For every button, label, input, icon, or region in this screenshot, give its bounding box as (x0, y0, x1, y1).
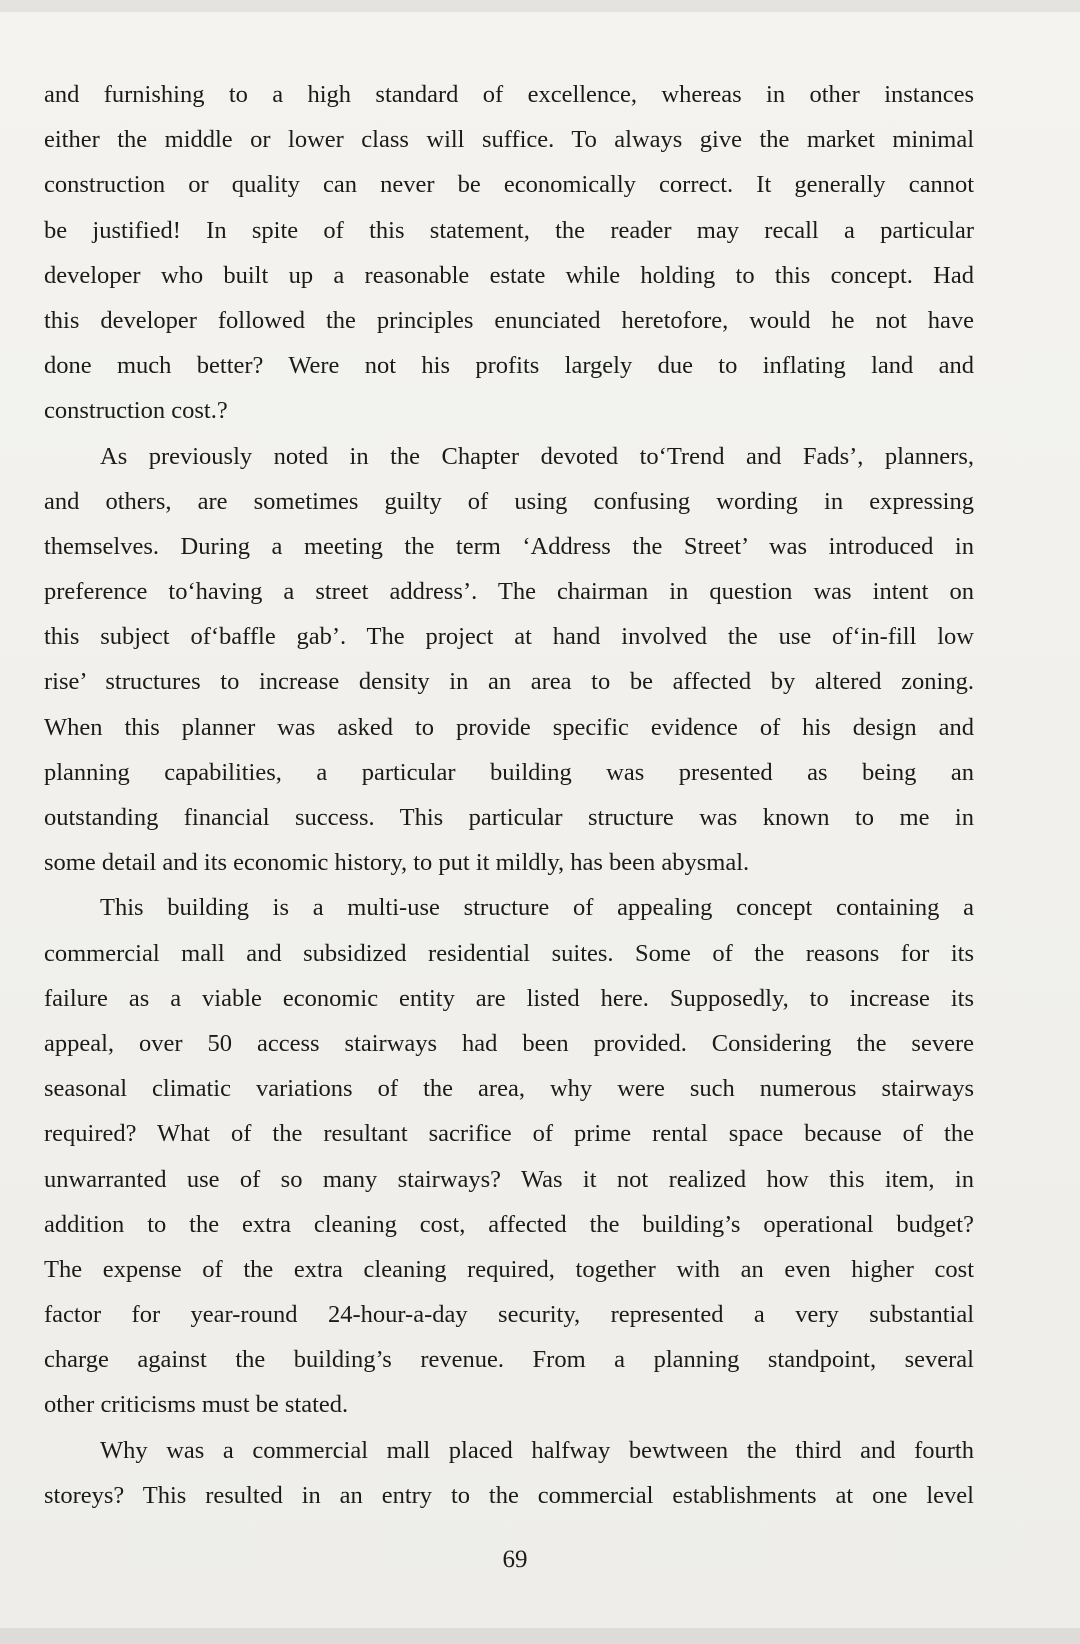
text-line: be justified! In spite of this statement, the reader may recall a particular (44, 216, 974, 244)
text-line: this subject of‘baffle gab’. The project at hand involved the use of‘in-fill low (44, 623, 974, 651)
text-line: addition to the extra cleaning cost, affected the building’s operational budget? (44, 1210, 974, 1238)
body-text (44, 72, 974, 1518)
paragraph-first-line: As previously noted in the Chapter devoted to‘Trend and Fads’, planners, (100, 442, 974, 470)
text-line: charge against the building’s revenue. From a planning standpoint, several (44, 1346, 974, 1374)
page-number: 69 (502, 1546, 528, 1573)
text-line: storeys? This resulted in an entry to the commercial establishments at one level (44, 1481, 974, 1509)
text-line: developer who built up a reasonable estate while holding to this concept. Had (44, 261, 974, 289)
text-line: themselves. During a meeting the term ‘Address the Street’ was introduced in (44, 532, 974, 560)
paragraph-first-line: This building is a multi-use structure of appealing concept containing a (100, 894, 974, 922)
text-line: The expense of the extra cleaning required, together with an even higher cost (44, 1255, 974, 1283)
text-line: failure as a viable economic entity are listed here. Supposedly, to increase its (44, 984, 974, 1012)
text-line: appeal, over 50 access stairways had been provided. Considering the severe (44, 1029, 974, 1057)
text-line: seasonal climatic variations of the area, why were such numerous stairways (44, 1075, 974, 1103)
page-top-edge (0, 0, 1080, 12)
text-line: construction or quality can never be economically correct. It generally cannot (44, 171, 974, 199)
text-line: construction cost.? (44, 397, 228, 425)
text-line: and others, are sometimes guilty of using confusing wording in expressing (44, 487, 974, 515)
text-line: either the middle or lower class will suffice. To always give the market minimal (44, 126, 974, 154)
text-line: some detail and its economic history, to put it mildly, has been abysmal. (44, 849, 750, 877)
text-line: factor for year-round 24-hour-a-day security, represented a very substantial (44, 1301, 974, 1329)
text-line: other criticisms must be stated. (44, 1391, 349, 1419)
text-line: outstanding financial success. This particular structure was known to me in (44, 804, 974, 831)
page-bottom-edge (0, 1628, 1080, 1644)
text-line: commercial mall and subsidized residential suites. Some of the reasons for its (44, 939, 974, 967)
text-line: required? What of the resultant sacrifice of prime rental space because of the (44, 1120, 974, 1148)
text-line: unwarranted use of so many stairways? Was it not realized how this item, in (44, 1165, 974, 1193)
text-line: When this planner was asked to provide specific evidence of his design and (44, 713, 974, 741)
text-line: planning capabilities, a particular building was presented as being an (44, 758, 974, 786)
paragraph-first-line: Why was a commercial mall placed halfway bewtween the third and fourth (100, 1436, 974, 1464)
text-line: preference to‘having a street address’. The chairman in question was intent on (44, 578, 974, 606)
text-line: rise’ structures to increase density in an area to be affected by altered zoning. (44, 668, 974, 696)
text-line: done much better? Were not his profits largely due to inflating land and (44, 352, 974, 380)
text-line: and furnishing to a high standard of excellence, whereas in other instances (44, 81, 974, 108)
text-line: this developer followed the principles enunciated heretofore, would he not have (44, 306, 974, 334)
